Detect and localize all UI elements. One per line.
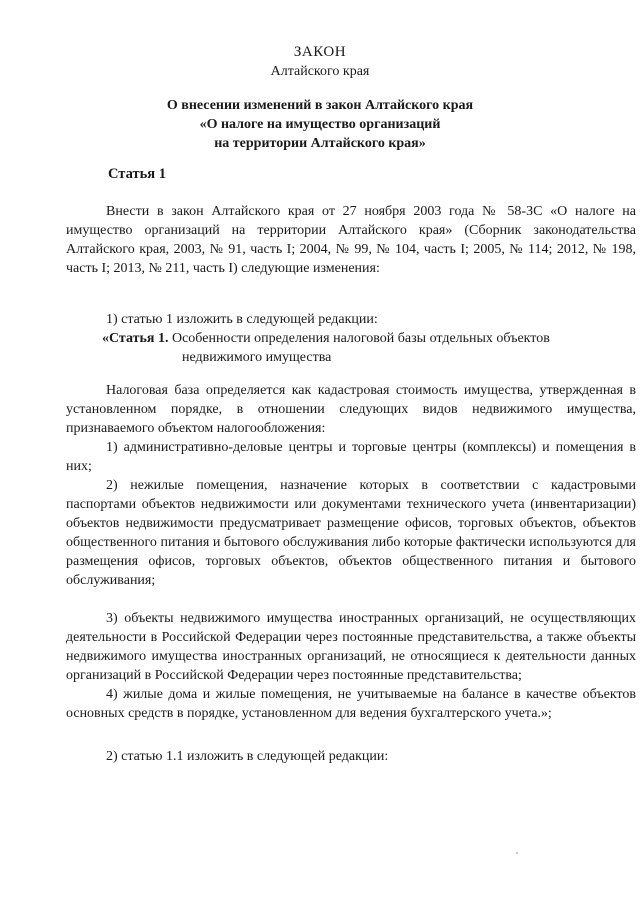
article-intro-paragraph: Внести в закон Алтайского края от 27 ноября 2003 года № 58-ЗС «О налоге на имущество организаций на территории Алтайского края» (Сборник законодательства Алтайского края, 2003, № 91, часть I; 2004, № 99, № 104, часть I; 2005, № 114; 2012, № 198, часть I; 2013, № 211, часть I) следующие изменения: — [66, 204, 636, 276]
law-subject-line-2: «О налоге на имущество организаций — [199, 117, 441, 132]
quoted-article-title-continued: недвижимого имущества — [182, 350, 332, 365]
amendment-item-2: 2) статью 1.1 изложить в следующей редакции: — [106, 749, 389, 764]
list-item: 3) объекты недвижимого имущества иностранных организаций, не осуществляющих деятельности в Российской Федерации через постоянные представительства, а также объекты недвижимого имущества иностранных организаций, не относящиеся к деятельности данных организаций в Российской Федерации через постоянные представительства; — [66, 611, 636, 683]
quoted-article-title-text: Особенности определения налоговой базы отдельных объектов — [171, 331, 550, 346]
article-heading: Статья 1 — [108, 166, 166, 182]
list-item: 4) жилые дома и жилые помещения, не учитываемые на балансе в качестве объектов основных средств в порядке, установленном для ведения бухгалтерского учета.»; — [66, 687, 636, 721]
law-subject — [0, 96, 640, 153]
list-item: 1) административно-деловые центры и торговые центры (комплексы) и помещения в них; — [66, 440, 636, 474]
tax-base-paragraph: Налоговая база определяется как кадастровая стоимость имущества, утвержденная в установленном порядке, в отношении следующих видов недвижимого имущества, признаваемого объектом налогообложения: — [66, 383, 636, 436]
document-title: ЗАКОН — [293, 44, 347, 60]
law-subject-line-3: на территории Алтайского края» — [214, 136, 426, 151]
quoted-article-title — [102, 329, 632, 348]
amendment-item-1: 1) статью 1 изложить в следующей редакции: — [106, 312, 378, 327]
scan-speck — [516, 852, 518, 854]
document-region: Алтайского края — [270, 64, 370, 79]
law-subject-line-1: О внесении изменений в закон Алтайского края — [166, 98, 474, 113]
list-item: 2) нежилые помещения, назначение которых в соответствии с кадастровыми паспортами объектов недвижимости или документами технического учета (инвентаризации) объектов недвижимости предусматривает размещение офисов, торговых объектов, объектов общественного питания и бытового обслуживания либо которые фактически используются для размещения офисов, торговых объектов, объектов общественного питания и бытового обслуживания; — [66, 478, 636, 588]
quoted-article-prefix: «Статья 1. — [102, 331, 169, 346]
